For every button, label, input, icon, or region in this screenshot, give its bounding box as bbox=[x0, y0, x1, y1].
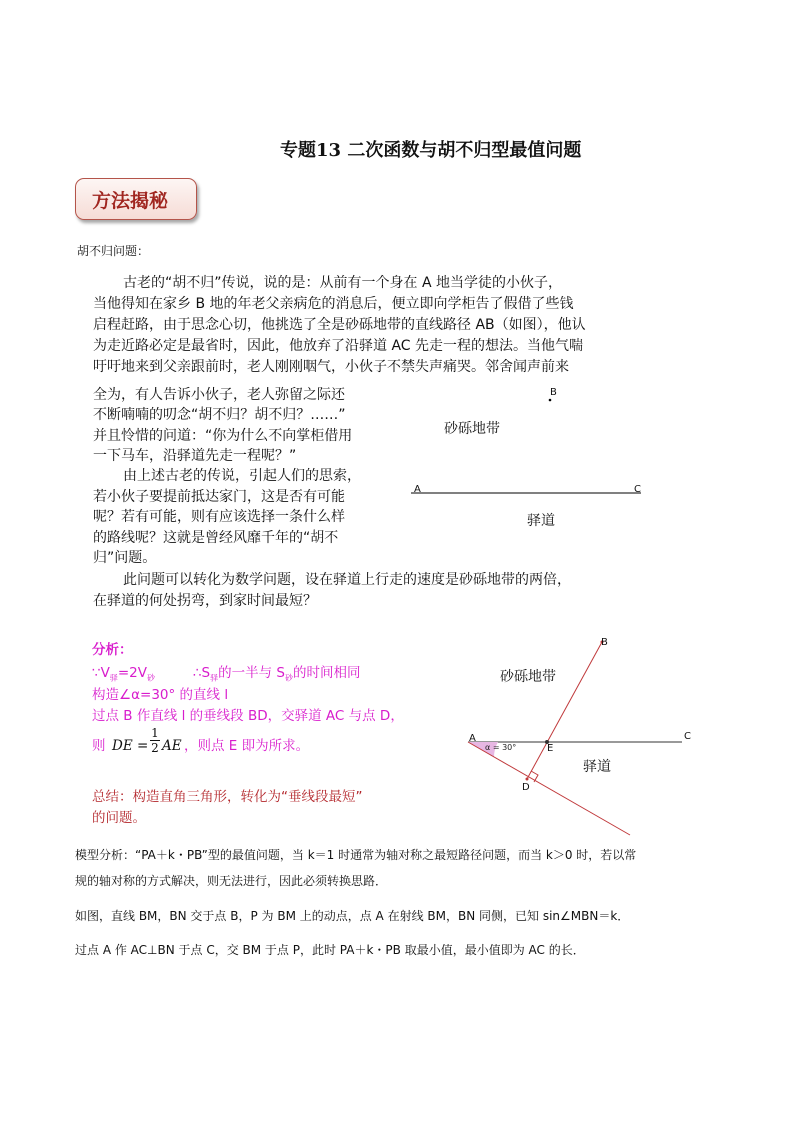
text: 的一半与 S bbox=[218, 665, 286, 681]
story-line: 不断喃喃的叨念“胡不归？胡不归？……” bbox=[93, 407, 346, 423]
analysis-head: 分析： bbox=[92, 642, 133, 658]
story-line: 在驿道的何处拐弯，到家时间最短？ bbox=[93, 593, 317, 609]
label-a: A bbox=[414, 484, 421, 495]
road-label: 驿道 bbox=[583, 759, 611, 775]
label-e: E bbox=[547, 743, 554, 754]
section-badge bbox=[75, 178, 197, 220]
story-line: 此问题可以转化为数学问题，设在驿道上行走的速度是砂砾地带的两倍， bbox=[123, 572, 571, 588]
story-line: 吁吁地来到父亲跟前时，老人刚刚咽气，小伙子不禁失声痛哭。邻舍闻声前来 bbox=[93, 359, 569, 375]
model-line: 过点 A 作 AC⊥BN 于点 C，交 BM 于点 P，此时 PA＋k・PB 取最小值，最小值即为 AC 的长． bbox=[75, 943, 585, 957]
subtitle: 胡不归问题： bbox=[77, 244, 150, 258]
model-line: 如图，直线 BM，BN 交于点 B，P 为 BM 上的动点，点 A 在射线 BM，BN 同侧，已知 sin∠MBN＝k． bbox=[75, 909, 630, 923]
road-label: 驿道 bbox=[527, 513, 555, 529]
summary-line: 的问题。 bbox=[92, 810, 146, 826]
text: =2V bbox=[117, 665, 147, 681]
story-line: 为走近路必定是最省时，因此，他放弃了沿驿道 AC 先走一程的想法。当他气喘 bbox=[93, 338, 584, 354]
badge-label: 方法揭秘 bbox=[92, 190, 169, 212]
text: ，则点 E 即为所求。 bbox=[184, 738, 310, 754]
text: 则 bbox=[92, 738, 106, 754]
story-line: 由上述古老的传说，引起人们的思索， bbox=[123, 468, 361, 484]
story-line: 启程赶路，由于思念心切，他挑选了全是砂砾地带的直线路径 AB（如图），他认 bbox=[93, 317, 586, 333]
summary-line: 总结：构造直角三角形，转化为“垂线段最短” bbox=[92, 789, 363, 805]
fraction-numerator: 1 bbox=[151, 726, 159, 740]
point-b bbox=[549, 399, 552, 402]
label-c: C bbox=[684, 731, 691, 742]
story-line: 归”问题。 bbox=[93, 550, 157, 566]
subscript: 砂 bbox=[285, 673, 294, 683]
page-title: 专题13 二次函数与胡不归型最值问题 bbox=[280, 140, 582, 161]
sand-label: 砂砾地带 bbox=[444, 421, 500, 437]
subscript: 驿 bbox=[210, 673, 219, 683]
formula-rhs: AE bbox=[162, 738, 182, 754]
story-line: 呢？若有可能，则有应该选择一条什么样 bbox=[93, 509, 345, 525]
story-line: 的路线呢？这就是曾经风靡千年的“胡不 bbox=[93, 530, 339, 546]
text: ∵V bbox=[92, 665, 110, 681]
subscript: 砂 bbox=[146, 673, 155, 683]
text: 的时间相同 bbox=[293, 665, 361, 681]
story-line: 一下马车，沿驿道先走一程呢？” bbox=[93, 448, 297, 464]
label-b: B bbox=[550, 387, 557, 398]
label-c: C bbox=[634, 484, 641, 495]
analysis-perpendicular: 过点 B 作直线 l 的垂线段 BD，交驿道 AC 与点 D， bbox=[92, 708, 404, 724]
model-line: 规的轴对称的方式解决，则无法进行，因此必须转换思路． bbox=[75, 874, 388, 888]
point-d bbox=[526, 778, 529, 781]
sand-label: 砂砾地带 bbox=[500, 669, 556, 685]
label-a: A bbox=[469, 733, 476, 744]
right-angle-marker bbox=[531, 771, 538, 782]
label-b: B bbox=[601, 637, 608, 648]
story-line: 当他得知在家乡 B 地的年老父亲病危的消息后，便立即向学柜告了假借了些钱 bbox=[93, 296, 574, 312]
story-line: 若小伙子要提前抵达家门，这是否有可能 bbox=[93, 489, 345, 505]
figure-construction-svg bbox=[450, 630, 700, 840]
text: ∴S bbox=[192, 665, 211, 681]
analysis-construct: 构造∠α=30° 的直线 l bbox=[92, 687, 229, 703]
model-line: 模型分析：“PA＋k・PB”型的最值问题，当 k＝1 时通常为轴对称之最短路径问题，而当 k＞0 时，若以常 bbox=[75, 848, 637, 862]
story-line: 并且怜惜的问道：“你为什么不向掌柜借用 bbox=[93, 428, 353, 444]
fraction bbox=[150, 726, 160, 755]
angle-label: α = 30° bbox=[485, 743, 517, 752]
subscript: 驿 bbox=[109, 673, 118, 683]
figure-road-svg bbox=[405, 380, 655, 530]
label-d: D bbox=[522, 782, 530, 793]
formula-lhs: DE = bbox=[112, 738, 149, 754]
fraction-denominator: 2 bbox=[151, 741, 159, 755]
story-line: 全为，有人告诉小伙子，老人弥留之际还 bbox=[93, 387, 345, 403]
story-line: 古老的“胡不归”传说，说的是：从前有一个身在 A 地当学徒的小伙子， bbox=[123, 275, 562, 291]
